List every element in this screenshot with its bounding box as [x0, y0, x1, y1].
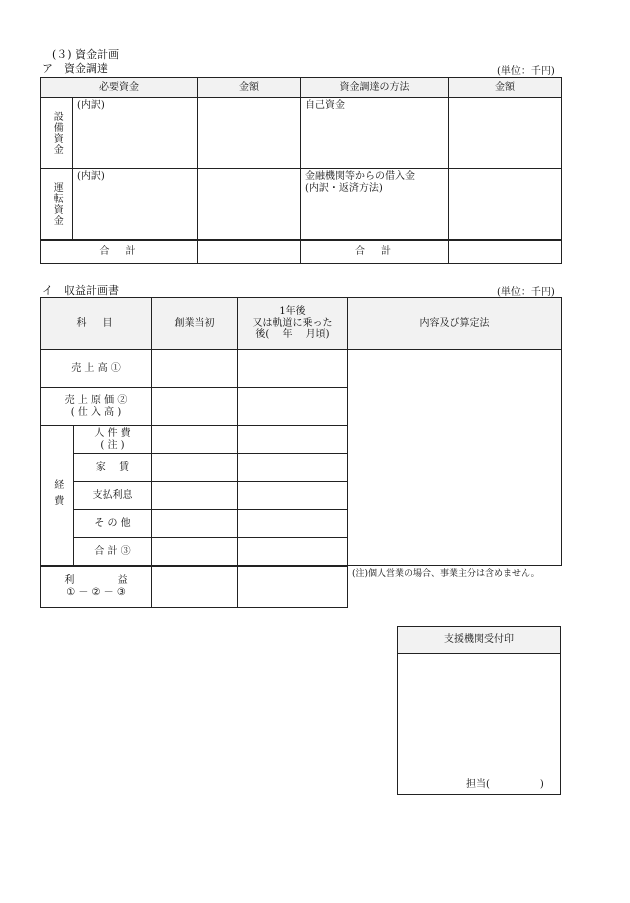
operating-funds-label: 運転資金 [41, 169, 73, 240]
expenses-subtotal-label: 合 計 ③ [74, 538, 152, 566]
total-right-label: 合 計 [301, 240, 449, 264]
cogs-after-cell[interactable] [238, 388, 348, 426]
support-stamp-box[interactable] [397, 626, 561, 795]
total-right-amount-cell[interactable] [449, 240, 562, 264]
income-plan-table [40, 297, 562, 608]
funding-subtitle: ア 資金調達 [42, 62, 108, 75]
own-funds-amount-cell[interactable] [449, 98, 562, 169]
other-initial-cell[interactable] [152, 510, 238, 538]
stamp-box-title: 支援機関受付印 [398, 627, 560, 654]
facility-amount-cell[interactable] [198, 98, 301, 169]
cogs-label: 売 上 原 価 ② ( 仕 入 高 ) [41, 388, 152, 426]
header-item: 科 目 [41, 298, 152, 350]
section-title: (３) 資金計画 [52, 48, 120, 61]
content-method-cell[interactable] [348, 350, 562, 566]
total-left-label: 合 計 [41, 240, 198, 264]
header-required-funds: 必要資金 [41, 78, 198, 98]
funding-unit: (単位：千円) [497, 66, 555, 77]
header-amount-right: 金額 [449, 78, 562, 98]
profit-label: 利 益 ① － ② － ③ [41, 566, 152, 608]
profit-initial-cell[interactable] [152, 566, 238, 608]
sales-after-cell[interactable] [238, 350, 348, 388]
loan-label: 金融機関等からの借入金 [305, 171, 415, 182]
other-expenses-label: そ の 他 [74, 510, 152, 538]
subtotal-initial-cell[interactable] [152, 538, 238, 566]
facility-funds-label: 設備資金 [41, 98, 73, 169]
sales-label: 売 上 高 ① [41, 350, 152, 388]
expenses-label: 経費 [41, 426, 74, 566]
loan-amount-cell[interactable] [449, 169, 562, 240]
header-content-method: 内容及び算定法 [348, 298, 562, 350]
operating-amount-cell[interactable] [198, 169, 301, 240]
income-unit: (単位：千円) [497, 287, 555, 298]
profit-after-cell[interactable] [238, 566, 348, 608]
personnel-initial-cell[interactable] [152, 426, 238, 454]
rent-label: 家 賃 [74, 454, 152, 482]
interest-label: 支払利息 [74, 482, 152, 510]
header-amount-left: 金額 [198, 78, 301, 98]
interest-after-cell[interactable] [238, 482, 348, 510]
facility-breakdown[interactable]: (内訳) [73, 98, 198, 169]
personnel-label: 人 件 費 ( 注 ) [74, 426, 152, 454]
header-initial: 創業当初 [152, 298, 238, 350]
personal-business-note: (注)個人営業の場合、事業主分は含めません。 [352, 569, 540, 579]
interest-initial-cell[interactable] [152, 482, 238, 510]
total-left-amount-cell[interactable] [198, 240, 301, 264]
rent-after-cell[interactable] [238, 454, 348, 482]
own-funds-label[interactable]: 自己資金 [301, 98, 449, 169]
other-after-cell[interactable] [238, 510, 348, 538]
personnel-after-cell[interactable] [238, 426, 348, 454]
cogs-initial-cell[interactable] [152, 388, 238, 426]
loan-detail: (内訳・返済方法) [305, 182, 383, 194]
header-funding-method: 資金調達の方法 [301, 78, 449, 98]
funding-table [40, 77, 562, 264]
sales-initial-cell[interactable] [152, 350, 238, 388]
loan-cell[interactable] [301, 169, 449, 240]
income-subtitle: イ 収益計画書 [42, 284, 119, 297]
operating-breakdown[interactable]: (内訳) [73, 169, 198, 240]
rent-initial-cell[interactable] [152, 454, 238, 482]
subtotal-after-cell[interactable] [238, 538, 348, 566]
header-after: 1年後 又は軌道に乗った 後( 年 月頃) [238, 298, 348, 350]
staff-field: 担当( ) [466, 779, 544, 790]
